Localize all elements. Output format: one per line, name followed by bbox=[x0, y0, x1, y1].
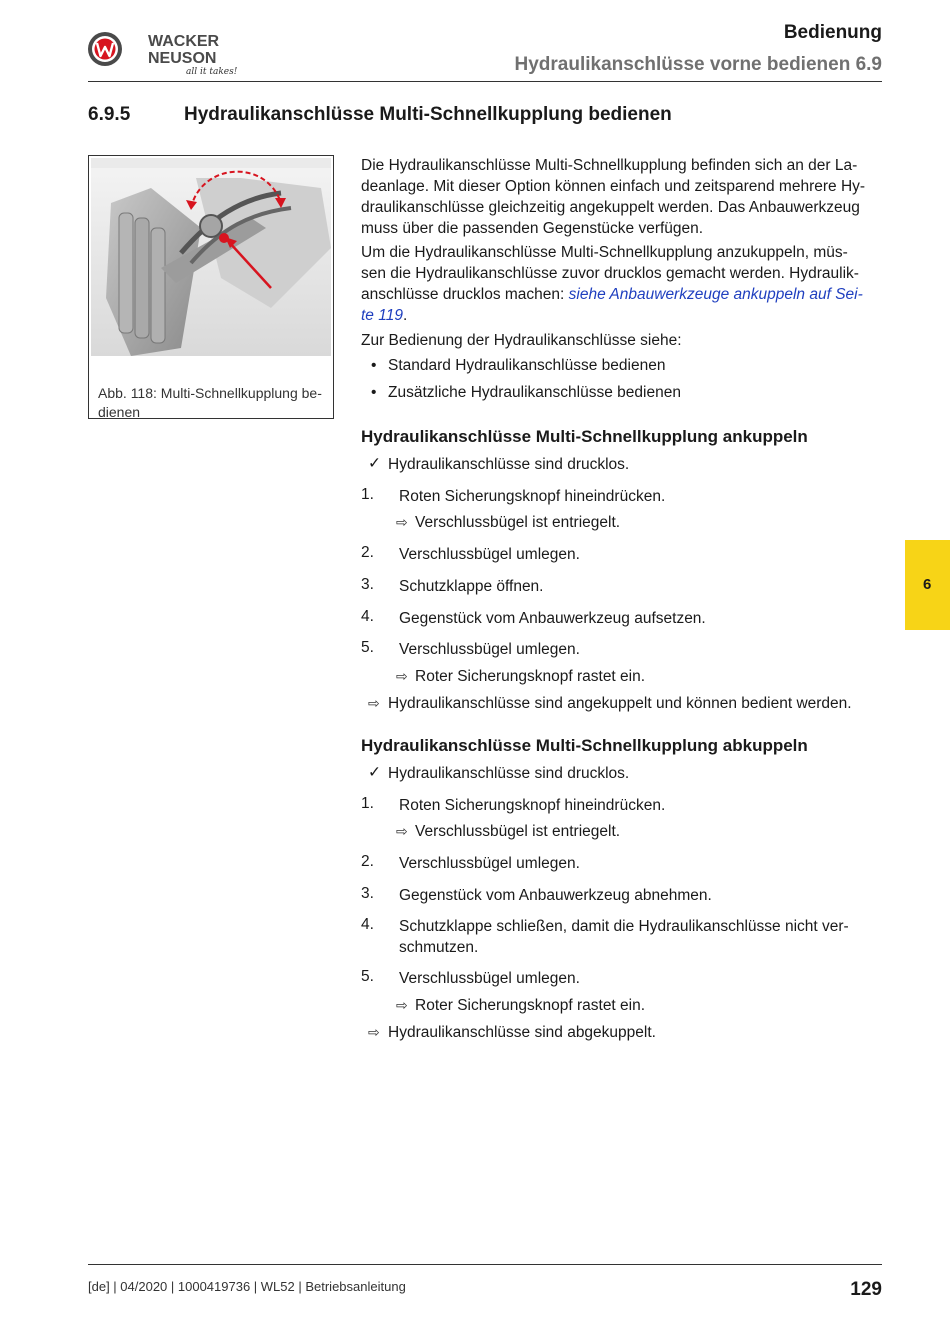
result-arrow-icon: ⇨ bbox=[368, 695, 380, 711]
chapter-tab bbox=[905, 540, 950, 630]
final-result: Hydraulikanschlüsse sind angekuppelt und können bedient werden. bbox=[388, 695, 852, 712]
step-number: 3. bbox=[361, 576, 374, 593]
step-text: Roten Sicherungsknopf hineindrücken. bbox=[399, 488, 666, 505]
step-number: 4. bbox=[361, 916, 374, 933]
step-text: Verschlussbügel umlegen. bbox=[399, 546, 580, 563]
step-result: Roter Sicherungsknopf rastet ein. bbox=[415, 997, 646, 1014]
step-number: 2. bbox=[361, 853, 374, 870]
chapter-tab-label: 6 bbox=[923, 576, 932, 593]
step-text: Schutzklappe schließen, damit die Hydraulikanschlüsse nicht ver- schmutzen. bbox=[399, 918, 849, 956]
intro-paragraph-3: Zur Bedienung der Hydraulikanschlüsse siehe: bbox=[361, 332, 682, 349]
final-result: Hydraulikanschlüsse sind abgekuppelt. bbox=[388, 1024, 656, 1041]
intro-paragraph-1: Die Hydraulikanschlüsse Multi-Schnellkupplung befinden sich an der La- deanlage. Mit dieser Option können einfach und zeitsparend mehrere Hy- draulikanschlüsse gleichzeitig angekuppelt werden. Das Anbauwerkzeug muss über die passenden Gegenstücke verfügen. bbox=[361, 157, 866, 237]
step-text: Gegenstück vom Anbauwerkzeug aufsetzen. bbox=[399, 610, 706, 627]
footer-document-info: [de] | 04/2020 | 1000419736 | WL52 | Betriebsanleitung bbox=[88, 1279, 406, 1294]
precondition: Hydraulikanschlüsse sind drucklos. bbox=[388, 765, 630, 782]
result-arrow-icon: ⇨ bbox=[368, 1024, 380, 1040]
result-arrow-icon: ⇨ bbox=[396, 514, 408, 530]
intro-paragraph-2: Um die Hydraulikanschlüsse Multi-Schnellkupplung anzukuppeln, müs- sen die Hydraulikanschlüsse zuvor drucklos gemacht werden. Hydraulik- anschlüsse drucklos machen: siehe Anbauwerkzeuge ankuppeln auf Sei- te 119. bbox=[361, 244, 863, 324]
check-icon: ✓ bbox=[368, 764, 381, 781]
footer-divider bbox=[88, 1264, 882, 1265]
figure-image bbox=[91, 158, 331, 356]
result-arrow-icon: ⇨ bbox=[396, 997, 408, 1013]
step-result: Verschlussbügel ist entriegelt. bbox=[415, 823, 621, 840]
subheading-couple: Hydraulikanschlüsse Multi-Schnellkupplung ankuppeln bbox=[361, 427, 808, 446]
section-title: Hydraulikanschlüsse Multi-Schnellkupplung bedienen bbox=[184, 104, 672, 125]
bullet-symbol: • bbox=[371, 357, 377, 374]
bullet-symbol: • bbox=[371, 384, 377, 401]
figure-caption: Abb. 118: Multi-Schnellkupplung be- dienen bbox=[98, 385, 322, 420]
step-number: 2. bbox=[361, 544, 374, 561]
bullet-item: Standard Hydraulikanschlüsse bedienen bbox=[388, 357, 666, 374]
bullet-item: Zusätzliche Hydraulikanschlüsse bedienen bbox=[388, 384, 681, 401]
result-arrow-icon: ⇨ bbox=[396, 823, 408, 839]
precondition: Hydraulikanschlüsse sind drucklos. bbox=[388, 456, 630, 473]
step-text: Schutzklappe öffnen. bbox=[399, 578, 544, 595]
step-number: 1. bbox=[361, 795, 374, 812]
page-number: 129 bbox=[850, 1279, 882, 1300]
step-text: Gegenstück vom Anbauwerkzeug abnehmen. bbox=[399, 887, 712, 904]
step-result: Verschlussbügel ist entriegelt. bbox=[415, 514, 621, 531]
brand-name-line2: NEUSON bbox=[148, 50, 217, 67]
cross-reference-link-continued[interactable]: te 119 bbox=[361, 307, 403, 324]
header-divider bbox=[88, 81, 882, 82]
figure-box bbox=[88, 155, 334, 419]
step-number: 4. bbox=[361, 608, 374, 625]
step-text: Roten Sicherungsknopf hineindrücken. bbox=[399, 797, 666, 814]
result-arrow-icon: ⇨ bbox=[396, 668, 408, 684]
header-subsection-title: Hydraulikanschlüsse vorne bedienen 6.9 bbox=[514, 54, 882, 75]
subheading-decouple: Hydraulikanschlüsse Multi-Schnellkupplung abkuppeln bbox=[361, 736, 808, 755]
brand-slogan: all it takes! bbox=[186, 67, 238, 77]
step-text: Verschlussbügel umlegen. bbox=[399, 641, 580, 658]
brand-name-line1: WACKER bbox=[148, 33, 220, 50]
check-icon: ✓ bbox=[368, 455, 381, 472]
header-section-title: Bedienung bbox=[783, 22, 882, 43]
step-number: 3. bbox=[361, 885, 374, 902]
step-text: Verschlussbügel umlegen. bbox=[399, 970, 580, 987]
section-number: 6.9.5 bbox=[88, 104, 131, 125]
step-number: 5. bbox=[361, 639, 374, 656]
step-number: 1. bbox=[361, 486, 374, 503]
cross-reference-link[interactable]: siehe Anbauwerkzeuge ankuppeln auf Sei- bbox=[568, 286, 863, 303]
step-text: Verschlussbügel umlegen. bbox=[399, 855, 580, 872]
step-result: Roter Sicherungsknopf rastet ein. bbox=[415, 668, 646, 685]
step-number: 5. bbox=[361, 968, 374, 985]
wacker-neuson-logo bbox=[88, 30, 238, 80]
